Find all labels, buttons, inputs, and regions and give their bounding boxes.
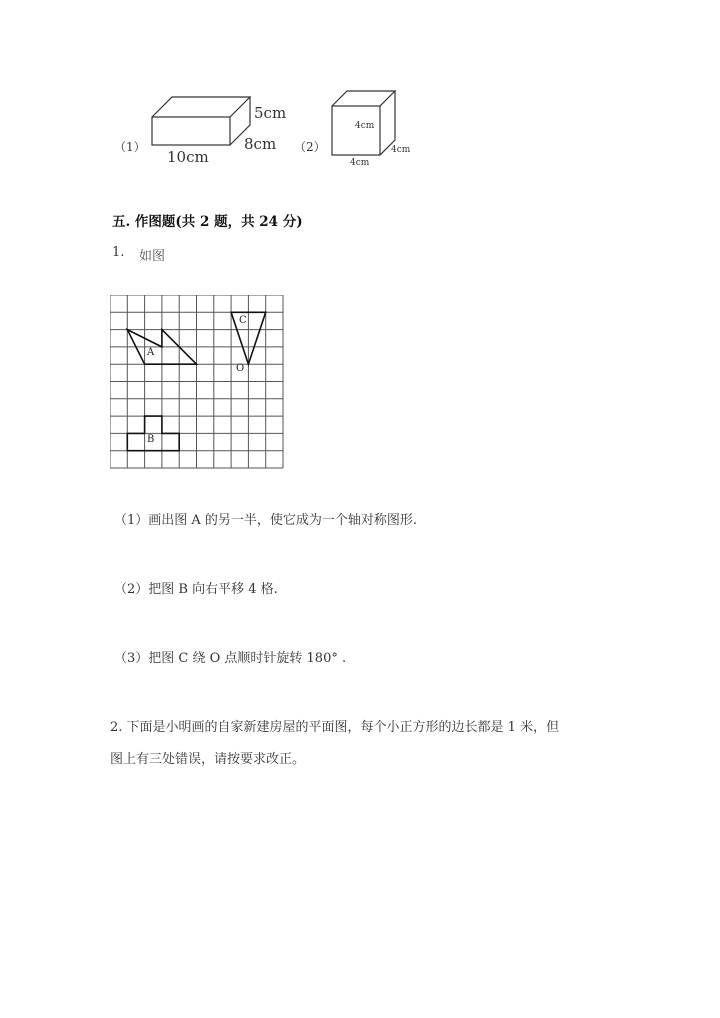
cube-front-label: 4cm xyxy=(355,121,375,131)
cuboid-depth-label: 8cm xyxy=(244,135,277,153)
subquestion-2: （2）把图 B 向右平移 4 格. xyxy=(114,582,278,597)
shape-b-label: B xyxy=(147,434,155,445)
cube-bottom-label: 4cm xyxy=(350,158,370,168)
question2-line2: 图上有三处错误，请按要求改正。 xyxy=(110,752,306,767)
cuboid-height-label: 5cm xyxy=(254,104,287,122)
figure1-label: （1） xyxy=(114,140,146,154)
subquestion-3: （3）把图 C 绕 O 点顺时针旋转 180° . xyxy=(114,651,347,666)
grid-figure xyxy=(110,295,286,471)
cube-side-label: 4cm xyxy=(391,145,411,155)
shape-c-label: C xyxy=(239,315,247,326)
cuboid-length-label: 10cm xyxy=(167,148,209,166)
subquestion-1: （1）画出图 A 的另一半，使它成为一个轴对称图形. xyxy=(114,513,418,528)
figure2-label: （2） xyxy=(294,140,326,154)
question1-number: 1. xyxy=(112,245,125,260)
question2-line1: 2. 下面是小明画的自家新建房屋的平面图，每个小正方形的边长都是 1 米，但 xyxy=(110,720,560,735)
question1-prompt: 如图 xyxy=(139,249,166,264)
section-title: 五. 作图题(共 2 题，共 24 分) xyxy=(112,214,303,230)
shape-a-label: A xyxy=(147,347,155,358)
cuboid-figure xyxy=(0,0,720,200)
point-o-label: O xyxy=(236,363,245,374)
